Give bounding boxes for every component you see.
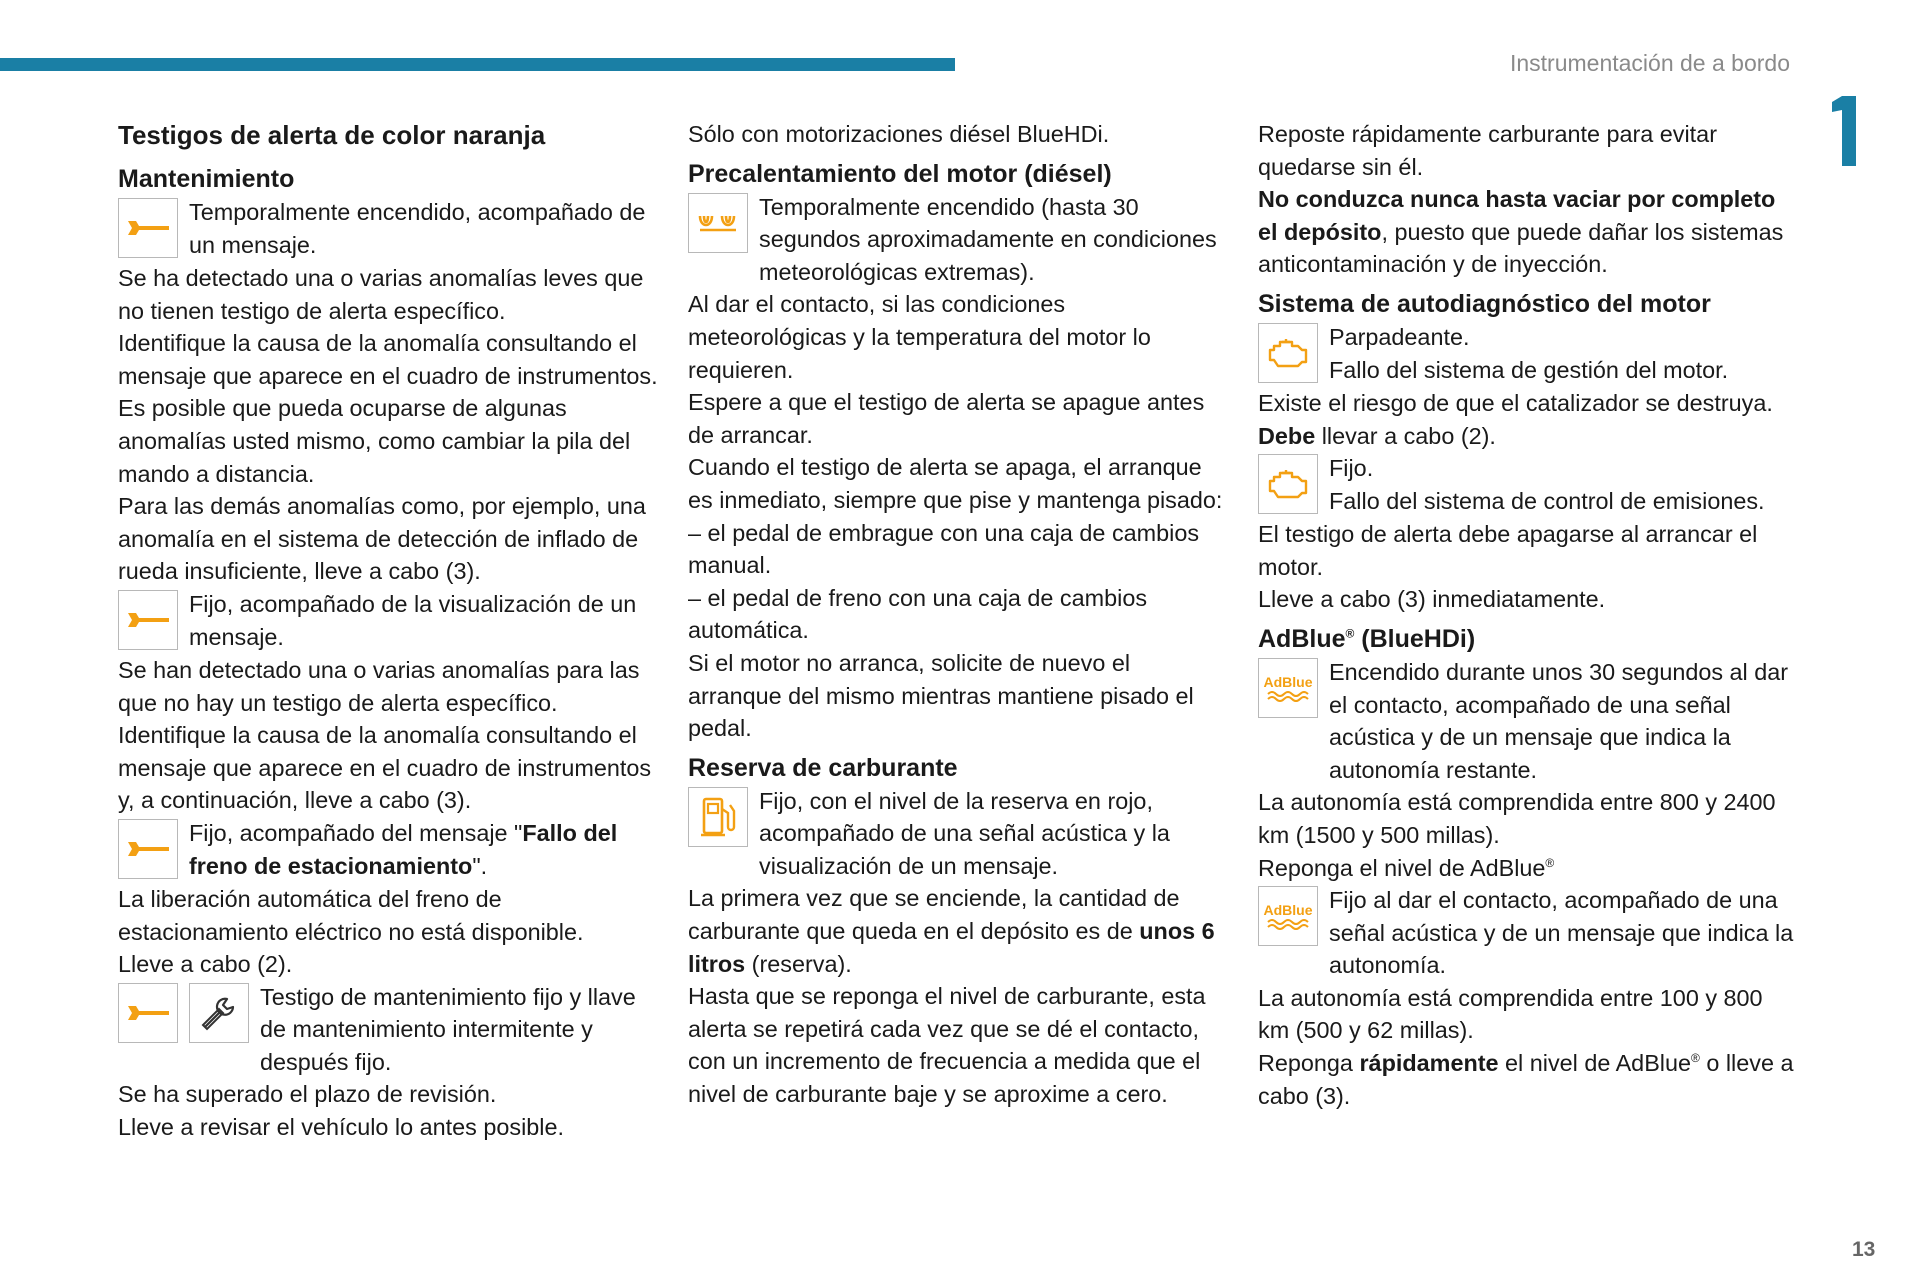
text-fragment: , puesto que puede dañar los sistemas anticontaminación y de inyección. <box>1258 218 1784 278</box>
column-middle <box>688 118 1228 1111</box>
paragraph: Lleve a cabo (3) inmediatamente. <box>1258 586 1606 613</box>
text-line: Fallo del sistema de gestión del motor. <box>1329 356 1729 383</box>
paragraph: Existe el riesgo de que el catalizador se destruya. <box>1258 389 1773 416</box>
maintenance-warning-2-text: Fijo, acompañado de la visualización de un mensaje. <box>189 590 637 650</box>
adblue-warning-2-text: Fijo al dar el contacto, acompañado de una señal acústica y de un mensaje que indica la autonomía. <box>1329 887 1794 979</box>
maintenance-warning-4 <box>118 981 658 1079</box>
maintenance-warning-4-text: Testigo de mantenimiento fijo y llave de mantenimiento intermitente y después fijo. <box>260 983 636 1075</box>
adblue-icon-label: AdBlue <box>1263 902 1313 919</box>
adblue-icon <box>1258 658 1318 718</box>
paragraph: Espere a que el testigo de alerta se apague antes de arrancar. <box>688 389 1205 448</box>
header-accent-bar <box>0 58 955 71</box>
registered-mark: ® <box>1545 855 1555 870</box>
glow-plug-icon <box>688 193 748 253</box>
engine-diagnostic-warning-2-text <box>1329 452 1798 517</box>
paragraph: Se han detectado una o varias anomalías para las que no hay un testigo de alerta específico. <box>118 656 640 716</box>
paragraph: La liberación automática del freno de estacionamiento eléctrico no está disponible. <box>118 885 584 945</box>
paragraph: La autonomía está comprendida entre 800 y 2400 km (1500 y 500 millas). <box>1258 789 1776 848</box>
fuel-reserve-warning-text: Fijo, con el nivel de la reserva en rojo, acompañado de una señal acústica y la visualización de un mensaje. <box>759 787 1170 879</box>
maintenance-warning-1 <box>118 196 658 262</box>
maintenance-warning-2 <box>118 588 658 654</box>
paragraph <box>1258 1047 1798 1112</box>
text-fragment-bold: rápidamente <box>1359 1050 1499 1077</box>
registered-mark: ® <box>1691 1051 1700 1066</box>
maintenance-warning-1-text: Temporalmente encendido, acompañado de un mensaje. <box>189 199 646 258</box>
wrench-warning-icon <box>118 983 178 1043</box>
text-fragment: Reponga el nivel de AdBlue <box>1258 854 1546 881</box>
text-fragment: ". <box>472 852 488 879</box>
text-fragment: (reserva). <box>745 950 852 977</box>
maintenance-warning-3-text <box>189 817 658 882</box>
text-fragment-bold: Fallo del freno de estacionamiento <box>189 819 618 879</box>
text-fragment-bold: Debe <box>1258 422 1316 449</box>
column-left <box>118 118 658 1144</box>
text-line: Fijo. <box>1329 455 1374 482</box>
section-title: Instrumentación de a bordo <box>1509 50 1790 76</box>
engine-icon <box>1258 323 1318 383</box>
registered-mark: ® <box>1345 626 1355 641</box>
paragraph: Se ha detectado una o varias anomalías leves que no tienen testigo de alerta específico. <box>118 265 644 324</box>
paragraph: Al dar el contacto, si las condiciones meteorológicas y la temperatura del motor lo requieren. <box>688 291 1151 383</box>
paragraph <box>1258 420 1798 453</box>
paragraph <box>1258 183 1798 281</box>
paragraph: Si el motor no arranca, solicite de nuevo el arranque del mismo mientras mantiene pisado el pedal. <box>688 649 1194 742</box>
text-line: Parpadeante. <box>1329 323 1470 350</box>
paragraph: Lleve a cabo (2). <box>118 951 293 978</box>
preheat-warning-text: Temporalmente encendido (hasta 30 segundos aproximadamente en condiciones meteorológicas extremas). <box>759 193 1217 285</box>
paragraph: Para las demás anomalías como, por ejemplo, una anomalía en el sistema de detección de inflado de rueda insuficiente, lleve a cabo (3). <box>118 493 646 585</box>
text-fragment: Fijo, acompañado del mensaje " <box>189 819 523 846</box>
paragraph <box>688 882 1228 980</box>
chapter-number-glyph <box>1832 96 1856 166</box>
wrench-warning-icon <box>118 819 178 879</box>
paragraph <box>1258 852 1798 885</box>
adblue-warning-1-text: Encendido durante unos 30 segundos al dar el contacto, acompañado de una señal acústica y de un mensaje que indica la autonomía restante. <box>1329 658 1789 783</box>
column-right <box>1258 118 1798 1112</box>
paragraph: Sólo con motorizaciones diésel BlueHDi. <box>688 121 1110 147</box>
text-fragment: (BlueHDi) <box>1354 624 1476 653</box>
list-item: – el pedal de embrague con una caja de cambios manual. <box>688 519 1200 579</box>
engine-diagnostic-warning-1 <box>1258 321 1798 387</box>
paragraph: Es posible que pueda ocuparse de algunas anomalías usted mismo, como cambiar la pila del mando a distancia. <box>118 395 631 487</box>
spanner-icon <box>189 983 249 1043</box>
wrench-warning-icon <box>118 590 178 650</box>
adblue-warning-1 <box>1258 656 1798 786</box>
paragraph: Hasta que se reponga el nivel de carburante, esta alerta se repetirá cada vez que se dé el contacto, con un incremento de frecuencia a medida que el nivel de carburante baje y se aproxime a cero. <box>688 983 1206 1108</box>
paragraph: Lleve a revisar el vehículo lo antes posible. <box>118 1114 564 1141</box>
paragraph: Identifique la causa de la anomalía consultando el mensaje que aparece en el cuadro de instrumentos y, a continuación, lleve a cabo (3). <box>118 722 652 814</box>
fuel-pump-icon <box>688 787 748 847</box>
fuel-reserve-title: Reserva de carburante <box>688 753 958 782</box>
adblue-icon <box>1258 886 1318 946</box>
maintenance-title: Mantenimiento <box>118 165 295 193</box>
page-number: 13 <box>1852 1238 1876 1261</box>
text-fragment: La primera vez que se enciende, la cantidad de carburante que queda en el depósito es de <box>688 885 1180 945</box>
paragraph: Identifique la causa de la anomalía consultando el mensaje que aparece en el cuadro de instrumentos. <box>118 330 658 389</box>
engine-diagnostic-warning-2 <box>1258 452 1798 518</box>
text-fragment: AdBlue <box>1258 624 1346 653</box>
adblue-title <box>1258 622 1798 656</box>
section-heading: Testigos de alerta de color naranja <box>118 120 546 150</box>
list-item: – el pedal de freno con una caja de cambios automática. <box>688 584 1148 644</box>
text-fragment: llevar a cabo (2). <box>1315 422 1496 449</box>
chapter-number <box>1832 96 1856 166</box>
text-fragment-bold: unos 6 litros <box>688 918 1215 977</box>
text-line: Fallo del sistema de control de emisiones. <box>1329 487 1765 514</box>
engine-diagnostic-warning-1-text <box>1329 321 1798 386</box>
engine-diagnostic-title: Sistema de autodiagnóstico del motor <box>1258 289 1711 318</box>
preheat-title: Precalentamiento del motor (diésel) <box>688 159 1112 188</box>
maintenance-warning-3 <box>118 817 658 883</box>
fuel-reserve-warning <box>688 785 1228 883</box>
adblue-icon-label: AdBlue <box>1263 673 1313 690</box>
preheat-warning <box>688 191 1228 289</box>
paragraph: Cuando el testigo de alerta se apaga, el arranque es inmediato, siempre que pise y mantenga pisado: <box>688 454 1223 513</box>
engine-icon <box>1258 454 1318 514</box>
wrench-warning-icon <box>118 198 178 258</box>
paragraph: Reposte rápidamente carburante para evitar quedarse sin él. <box>1258 121 1717 180</box>
text-fragment: Reponga <box>1258 1050 1360 1077</box>
text-fragment: o lleve a cabo (3). <box>1258 1050 1794 1109</box>
text-fragment: el nivel de AdBlue <box>1498 1050 1692 1077</box>
text-fragment-bold: No conduzca nunca hasta vaciar por completo el depósito <box>1258 186 1776 245</box>
adblue-warning-2 <box>1258 884 1798 982</box>
paragraph: El testigo de alerta debe apagarse al arrancar el motor. <box>1258 521 1758 580</box>
paragraph: Se ha superado el plazo de revisión. <box>118 1081 497 1108</box>
paragraph: La autonomía está comprendida entre 100 y 800 km (500 y 62 millas). <box>1258 984 1763 1044</box>
